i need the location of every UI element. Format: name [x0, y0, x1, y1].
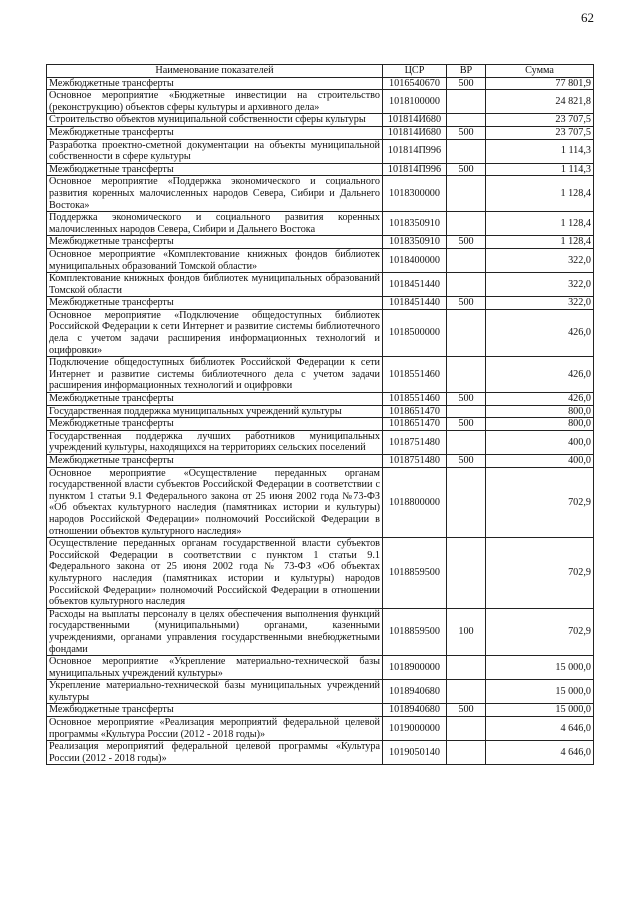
- cell-sum: 426,0: [486, 309, 594, 356]
- cell-vr: [447, 741, 486, 765]
- cell-vr: 500: [447, 77, 486, 90]
- table-row: [47, 467, 594, 538]
- table-row: [47, 717, 594, 741]
- table-row: [47, 309, 594, 356]
- table-row: [47, 741, 594, 765]
- cell-csr: 1019000000: [383, 717, 447, 741]
- cell-sum: 426,0: [486, 357, 594, 393]
- cell-vr: 500: [447, 455, 486, 468]
- cell-csr: 1018651470: [383, 418, 447, 431]
- cell-vr: [447, 430, 486, 454]
- cell-csr: 1018551460: [383, 357, 447, 393]
- cell-sum: 15 000,0: [486, 680, 594, 704]
- cell-name: Основное мероприятие «Комплектование книжных фондов библиотек муниципальных образований Томской области»: [47, 248, 383, 272]
- cell-sum: 1 128,4: [486, 236, 594, 249]
- cell-sum: 800,0: [486, 418, 594, 431]
- table-row: [47, 248, 594, 272]
- cell-name: Государственная поддержка лучших работников муниципальных учреждений культуры, находящихся на территориях сельских поселений: [47, 430, 383, 454]
- table-row: [47, 430, 594, 454]
- table-row: [47, 212, 594, 236]
- cell-sum: 23 707,5: [486, 126, 594, 139]
- cell-vr: [447, 212, 486, 236]
- cell-name: Межбюджетные трансферты: [47, 126, 383, 139]
- header-sum: Сумма: [486, 65, 594, 78]
- cell-name: Межбюджетные трансферты: [47, 393, 383, 406]
- cell-csr: 1018100000: [383, 90, 447, 114]
- cell-csr: 1018451440: [383, 273, 447, 297]
- table-row: [47, 405, 594, 418]
- table-row: [47, 608, 594, 655]
- cell-csr: 1018350910: [383, 212, 447, 236]
- table-body: [47, 77, 594, 765]
- cell-sum: 702,9: [486, 608, 594, 655]
- cell-sum: 4 646,0: [486, 741, 594, 765]
- cell-name: Межбюджетные трансферты: [47, 455, 383, 468]
- cell-vr: [447, 717, 486, 741]
- cell-name: Основное мероприятие «Бюджетные инвестиции на строительство (реконструкцию) объектов сферы культуры и архивного дела»: [47, 90, 383, 114]
- cell-sum: 322,0: [486, 273, 594, 297]
- cell-name: Межбюджетные трансферты: [47, 418, 383, 431]
- table-header-row: [47, 65, 594, 78]
- cell-csr: 101814П996: [383, 139, 447, 163]
- cell-vr: 500: [447, 163, 486, 176]
- cell-csr: 1018751480: [383, 430, 447, 454]
- cell-vr: [447, 680, 486, 704]
- cell-vr: [447, 656, 486, 680]
- cell-csr: 101814П996: [383, 163, 447, 176]
- cell-csr: 1016540670: [383, 77, 447, 90]
- cell-csr: 1018651470: [383, 405, 447, 418]
- cell-vr: [447, 467, 486, 538]
- cell-vr: [447, 90, 486, 114]
- cell-vr: 500: [447, 236, 486, 249]
- cell-name: Укрепление материально-технической базы муниципальных учреждений культуры: [47, 680, 383, 704]
- cell-vr: [447, 176, 486, 212]
- cell-sum: 702,9: [486, 538, 594, 609]
- cell-name: Основное мероприятие «Поддержка экономического и социального развития коренных малочисленных народов Севера, Сибири и Дальнего Востока»: [47, 176, 383, 212]
- cell-sum: 1 114,3: [486, 163, 594, 176]
- budget-table: [46, 64, 594, 765]
- header-csr: ЦСР: [383, 65, 447, 78]
- cell-csr: 1018551460: [383, 393, 447, 406]
- cell-csr: 1018859500: [383, 608, 447, 655]
- table-row: [47, 680, 594, 704]
- cell-vr: 500: [447, 297, 486, 310]
- cell-vr: 100: [447, 608, 486, 655]
- cell-csr: 1018451440: [383, 297, 447, 310]
- cell-sum: 322,0: [486, 297, 594, 310]
- cell-csr: 1018751480: [383, 455, 447, 468]
- cell-vr: [447, 248, 486, 272]
- table-row: [47, 455, 594, 468]
- cell-vr: [447, 309, 486, 356]
- cell-name: Межбюджетные трансферты: [47, 704, 383, 717]
- cell-sum: 800,0: [486, 405, 594, 418]
- cell-name: Основное мероприятие «Осуществление переданных органам государственной власти субъектов Российской Федерации в соответствии с пунктом 1 статьи 9.1 Федерального закона от 25 июня 2002 года №73-ФЗ «Об объектах культурного наследия (памятниках истории и культуры) народов Российской Федерации» полномочий Российской Федерации в отношении объектов культурного наследия»: [47, 467, 383, 538]
- cell-vr: 500: [447, 418, 486, 431]
- cell-sum: 322,0: [486, 248, 594, 272]
- header-vr: ВР: [447, 65, 486, 78]
- cell-name: Разработка проектно-сметной документации на объекты муниципальной собственности в сфере культуры: [47, 139, 383, 163]
- table-row: [47, 297, 594, 310]
- cell-csr: 1019050140: [383, 741, 447, 765]
- cell-csr: 1018940680: [383, 680, 447, 704]
- table-row: [47, 139, 594, 163]
- cell-csr: 1018800000: [383, 467, 447, 538]
- cell-vr: [447, 139, 486, 163]
- table-row: [47, 273, 594, 297]
- cell-name: Основное мероприятие «Подключение общедоступных библиотек Российской Федерации к сети Интернет и развитие системы библиотечного дела с учетом задачи расширения информационных технологий и оцифровки»: [47, 309, 383, 356]
- cell-sum: 23 707,5: [486, 114, 594, 127]
- cell-sum: 400,0: [486, 430, 594, 454]
- cell-name: Реализация мероприятий федеральной целевой программы «Культура России (2012 - 2018 годы)»: [47, 741, 383, 765]
- cell-name: Основное мероприятие «Укрепление материально-технической базы муниципальных учреждений культуры»: [47, 656, 383, 680]
- cell-name: Поддержка экономического и социального развития коренных малочисленных народов Севера, Сибири и Дальнего Востока: [47, 212, 383, 236]
- cell-csr: 1018350910: [383, 236, 447, 249]
- cell-name: Подключение общедоступных библиотек Российской Федерации к сети Интернет и развитие системы библиотечного дела с учетом задачи расширения информационных технологий и оцифровки: [47, 357, 383, 393]
- table-row: [47, 236, 594, 249]
- cell-sum: 24 821,8: [486, 90, 594, 114]
- cell-csr: 1018940680: [383, 704, 447, 717]
- cell-sum: 15 000,0: [486, 656, 594, 680]
- table-row: [47, 126, 594, 139]
- table-row: [47, 656, 594, 680]
- table-row: [47, 114, 594, 127]
- table-row: [47, 357, 594, 393]
- cell-csr: 1018859500: [383, 538, 447, 609]
- cell-sum: 400,0: [486, 455, 594, 468]
- cell-sum: 1 128,4: [486, 176, 594, 212]
- cell-csr: 1018500000: [383, 309, 447, 356]
- cell-sum: 15 000,0: [486, 704, 594, 717]
- cell-vr: 500: [447, 393, 486, 406]
- cell-name: Государственная поддержка муниципальных учреждений культуры: [47, 405, 383, 418]
- header-name: Наименование показателей: [47, 65, 383, 78]
- cell-name: Строительство объектов муниципальной собственности сферы культуры: [47, 114, 383, 127]
- cell-sum: 1 128,4: [486, 212, 594, 236]
- page-number: 62: [581, 10, 594, 25]
- cell-vr: [447, 357, 486, 393]
- cell-vr: [447, 114, 486, 127]
- cell-sum: 77 801,9: [486, 77, 594, 90]
- cell-vr: 500: [447, 126, 486, 139]
- cell-name: Межбюджетные трансферты: [47, 163, 383, 176]
- cell-vr: [447, 405, 486, 418]
- table-row: [47, 176, 594, 212]
- table-row: [47, 704, 594, 717]
- cell-sum: 1 114,3: [486, 139, 594, 163]
- cell-csr: 101814И680: [383, 114, 447, 127]
- cell-name: Межбюджетные трансферты: [47, 236, 383, 249]
- cell-name: Осуществление переданных органам государственной власти субъектов Российской Федерации в соответствии с пунктом 1 статьи 9.1 Федерального закона от 25 июня 2002 года № 73-ФЗ «Об объектах культурного наследия (памятниках истории и культуры) народов Российской Федерации» полномочий Российской Федерации в отношении объектов культурного наследия: [47, 538, 383, 609]
- cell-vr: [447, 538, 486, 609]
- table-row: [47, 418, 594, 431]
- cell-sum: 702,9: [486, 467, 594, 538]
- cell-vr: 500: [447, 704, 486, 717]
- cell-sum: 426,0: [486, 393, 594, 406]
- table-row: [47, 90, 594, 114]
- cell-csr: 1018300000: [383, 176, 447, 212]
- cell-sum: 4 646,0: [486, 717, 594, 741]
- table-row: [47, 163, 594, 176]
- table-row: [47, 77, 594, 90]
- cell-name: Комплектование книжных фондов библиотек муниципальных образований Томской области: [47, 273, 383, 297]
- cell-csr: 1018900000: [383, 656, 447, 680]
- table-row: [47, 538, 594, 609]
- cell-name: Межбюджетные трансферты: [47, 297, 383, 310]
- cell-name: Межбюджетные трансферты: [47, 77, 383, 90]
- table-row: [47, 393, 594, 406]
- cell-name: Основное мероприятие «Реализация мероприятий федеральной целевой программы «Культура России (2012 - 2018 годы)»: [47, 717, 383, 741]
- cell-csr: 1018400000: [383, 248, 447, 272]
- cell-name: Расходы на выплаты персоналу в целях обеспечения выполнения функций государственными (муниципальными) органами, казенными учреждениями, органами управления государственными внебюджетными фондами: [47, 608, 383, 655]
- cell-vr: [447, 273, 486, 297]
- cell-csr: 101814И680: [383, 126, 447, 139]
